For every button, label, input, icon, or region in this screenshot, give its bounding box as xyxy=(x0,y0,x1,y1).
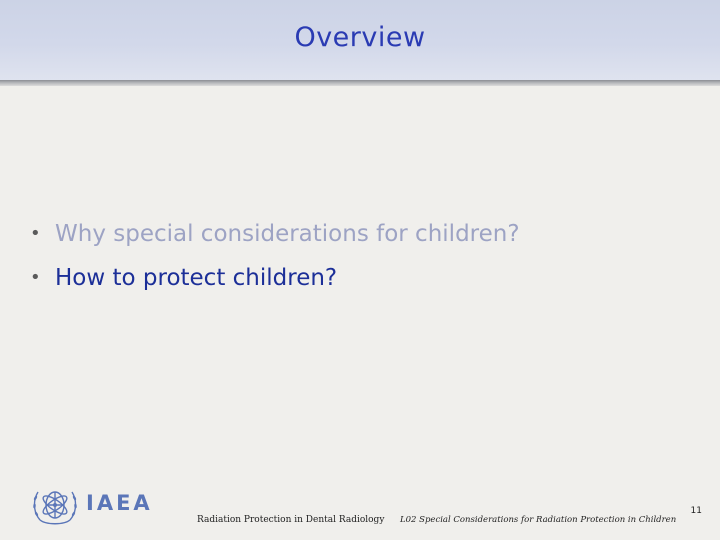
bullet-text: Why special considerations for children? xyxy=(55,221,520,247)
bullet-dot-icon: • xyxy=(30,267,41,288)
iaea-logo xyxy=(30,482,160,528)
iaea-emblem-icon xyxy=(30,482,80,528)
title-band xyxy=(0,0,720,80)
bullet-text: How to protect children? xyxy=(55,265,338,291)
footer-course-title: Radiation Protection in Dental Radiology xyxy=(197,515,385,525)
slide-title: Overview xyxy=(294,22,426,53)
page-number: 11 xyxy=(690,506,702,516)
footer-lecture-title: L02 Special Considerations for Radiation Protection in Children xyxy=(400,515,677,525)
title-divider xyxy=(0,80,720,86)
bullet-dot-icon: • xyxy=(30,223,41,244)
bullet-item-how-to-protect xyxy=(24,256,704,300)
iaea-wordmark: IAEA xyxy=(86,491,153,515)
bullet-list xyxy=(24,212,704,300)
bullet-item-why-special xyxy=(24,212,704,256)
